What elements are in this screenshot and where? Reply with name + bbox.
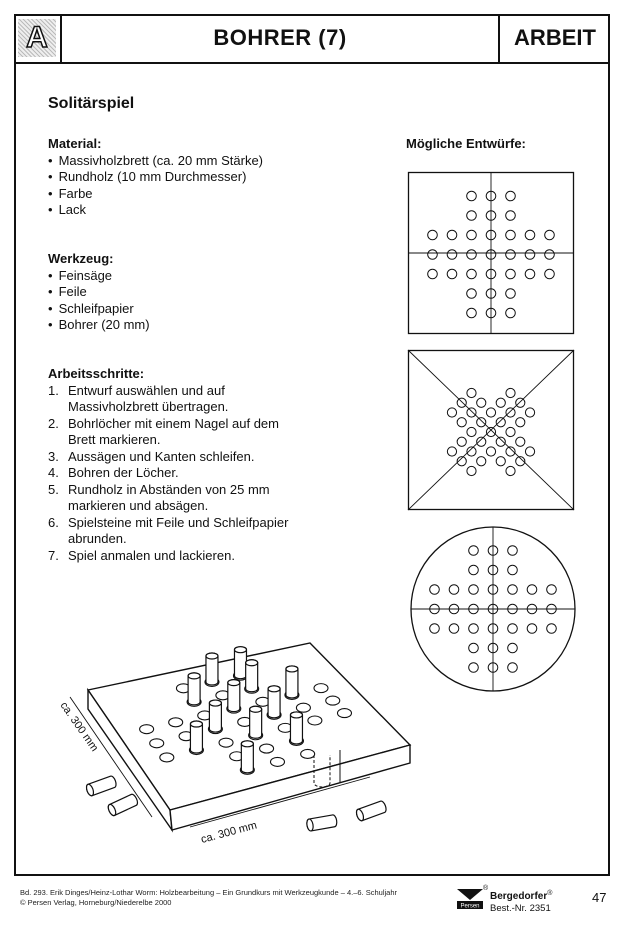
peg — [250, 706, 262, 738]
peg-hole — [506, 308, 516, 318]
peg-hole — [449, 624, 459, 634]
step-number: 3. — [48, 448, 59, 464]
peg-hole — [525, 250, 535, 260]
peg-hole — [469, 565, 479, 575]
dimension-label-left: ca. 300 mm — [57, 699, 101, 754]
werkzeug-item: • Schleifpapier — [48, 301, 150, 318]
step-item — [48, 383, 288, 416]
peg-hole — [467, 388, 476, 397]
board-hole — [150, 739, 164, 748]
peg-hole — [469, 585, 479, 595]
peg-hole — [447, 269, 457, 279]
peg-hole — [508, 546, 518, 556]
section-title: Solitärspiel — [48, 95, 135, 112]
peg-hole — [496, 437, 505, 446]
peg-hole — [508, 624, 518, 634]
werkzeug-heading: Werkzeug: — [48, 251, 114, 266]
peg-hole — [467, 211, 477, 221]
peg-hole — [447, 250, 457, 260]
peg — [234, 647, 246, 679]
peg-hole — [467, 466, 476, 475]
step-number: 4. — [48, 465, 59, 480]
board-hole — [160, 753, 174, 762]
peg-hole — [467, 308, 477, 318]
peg-hole — [525, 269, 535, 279]
peg — [206, 653, 218, 685]
step-number: 2. — [48, 415, 59, 431]
arbeitsschritte-heading: Arbeitsschritte: — [48, 366, 145, 381]
header-badge: A — [18, 19, 56, 57]
step-number: 6. — [48, 514, 59, 530]
step-item — [48, 548, 288, 565]
peg-hole — [506, 408, 515, 417]
material-heading: Material: — [48, 136, 102, 151]
peg-hole — [525, 408, 534, 417]
material-section — [48, 136, 263, 219]
peg-hole — [469, 663, 479, 673]
header-badge-cell — [14, 14, 62, 62]
step-text: Aussägen und Kanten schleifen. — [68, 448, 255, 464]
material-item: • Rundholz (10 mm Durchmesser) — [48, 169, 263, 186]
footer — [20, 888, 397, 908]
step-text: Entwurf auswählen und auf — [68, 382, 225, 398]
peg-hole — [457, 437, 466, 446]
peg-hole — [447, 408, 456, 417]
peg-hole — [545, 250, 555, 260]
category-label: ARBEIT — [498, 14, 610, 62]
peg-hole — [477, 398, 486, 407]
peg-hole — [506, 250, 516, 260]
publisher-logo-text: Persen — [460, 903, 480, 910]
step-text: Spielsteine mit Feile und Schleifpapier — [68, 514, 289, 530]
material-item: • Lack — [48, 202, 263, 219]
peg-hole — [506, 289, 516, 299]
page-number: 47 — [592, 890, 607, 905]
peg-hole — [506, 191, 516, 201]
dimension-label-bottom: ca. 300 mm — [199, 819, 259, 846]
peg-hole — [486, 408, 495, 417]
peg-hole — [508, 643, 518, 653]
loose-peg — [355, 800, 387, 822]
board-hole — [270, 757, 284, 766]
peg-hole — [457, 418, 466, 427]
peg-hole — [467, 408, 476, 417]
step-number: 7. — [48, 547, 59, 563]
step-item — [48, 449, 288, 466]
peg-hole — [457, 398, 466, 407]
peg-hole — [506, 388, 515, 397]
peg — [246, 660, 258, 692]
peg-hole — [547, 585, 557, 595]
page-title: BOHRER (7) — [213, 25, 347, 50]
material-item: • Massivholzbrett (ca. 20 mm Stärke) — [48, 153, 263, 170]
peg-hole — [506, 427, 515, 436]
step-item — [48, 515, 288, 548]
peg-hole — [506, 269, 516, 279]
footer-credits: Bd. 293. Erik Dinges/Heinz-Lothar Worm: Holzbearbeitung – Ein Grundkurs mit Werkzeugkunde – 4.–6. Schuljahr — [20, 888, 397, 897]
header — [14, 14, 610, 64]
peg — [228, 680, 240, 712]
peg-hole — [449, 585, 459, 595]
loose-peg — [306, 814, 338, 831]
publisher-block: Persen Bergedorfer® Best.-Nr. 2351 — [456, 888, 552, 915]
peg — [188, 673, 200, 705]
peg-hole — [467, 191, 477, 201]
peg-hole — [430, 585, 440, 595]
arbeitsschritte-section — [48, 366, 288, 564]
peg-hole — [506, 230, 516, 240]
peg-hole — [545, 269, 555, 279]
peg-hole — [428, 269, 438, 279]
peg-hole — [527, 585, 537, 595]
board-hole — [301, 749, 315, 758]
peg-hole — [547, 624, 557, 634]
peg-hole — [467, 289, 477, 299]
peg-hole — [496, 398, 505, 407]
peg-hole — [486, 427, 495, 436]
peg-hole — [496, 418, 505, 427]
step-number: 5. — [48, 481, 59, 497]
step-number: 1. — [48, 382, 59, 398]
step-item — [48, 482, 288, 515]
werkzeug-section — [48, 251, 150, 334]
board-hole — [296, 703, 310, 712]
order-number: Best.-Nr. 2351 — [490, 903, 551, 915]
peg — [268, 686, 280, 718]
step-item — [48, 416, 288, 449]
step-text-cont: markieren und absägen. — [68, 498, 209, 513]
peg-hole — [467, 230, 477, 240]
designs-heading: Mögliche Entwürfe: — [406, 136, 526, 151]
werkzeug-item: • Bohrer (20 mm) — [48, 317, 150, 334]
step-text-cont: Massivholzbrett übertragen. — [68, 399, 229, 414]
peg-hole — [428, 250, 438, 260]
board-hole — [308, 716, 322, 725]
board-hole — [260, 744, 274, 753]
step-text: Bohrlöcher mit einem Nagel auf dem — [68, 415, 279, 431]
peg — [190, 721, 202, 753]
step-item — [48, 465, 288, 482]
publisher-name: Bergedorfer — [490, 891, 548, 903]
peg-hole — [508, 663, 518, 673]
material-item: • Farbe — [48, 186, 263, 203]
step-text-cont: abrunden. — [68, 531, 127, 546]
peg-hole — [496, 457, 505, 466]
peg-hole — [527, 624, 537, 634]
peg-hole — [516, 398, 525, 407]
peg-hole — [516, 418, 525, 427]
peg-hole — [486, 447, 495, 456]
board-illustration — [40, 605, 440, 855]
peg — [209, 700, 221, 732]
peg-hole — [525, 230, 535, 240]
peg-hole — [506, 211, 516, 221]
board-hole — [326, 696, 340, 705]
peg — [290, 712, 302, 744]
peg-hole — [477, 418, 486, 427]
peg-hole — [447, 230, 457, 240]
peg-hole — [467, 269, 477, 279]
design-square-diagonal — [408, 350, 574, 510]
peg-hole — [525, 447, 534, 456]
peg-hole — [447, 447, 456, 456]
werkzeug-item: • Feinsäge — [48, 268, 150, 285]
board-hole — [337, 709, 351, 718]
peg-hole — [469, 546, 479, 556]
werkzeug-item: • Feile — [48, 284, 150, 301]
peg-hole — [469, 624, 479, 634]
peg-hole — [516, 437, 525, 446]
footer-copyright: © Persen Verlag, Horneburg/Niederelbe 2000 — [20, 898, 172, 907]
loose-peg — [85, 775, 117, 797]
board-hole — [314, 684, 328, 693]
peg-hole — [508, 585, 518, 595]
peg-hole — [467, 427, 476, 436]
publisher-logo — [456, 888, 484, 910]
peg-hole — [477, 437, 486, 446]
peg — [286, 666, 298, 698]
board-hole — [169, 718, 183, 727]
peg-hole — [545, 230, 555, 240]
step-text: Rundholz in Abständen von 25 mm — [68, 481, 270, 497]
board-hole — [140, 725, 154, 734]
peg-hole — [428, 230, 438, 240]
step-text-cont: Brett markieren. — [68, 432, 161, 447]
peg-hole — [467, 250, 477, 260]
board-hole — [219, 738, 233, 747]
step-text: Bohren der Löcher. — [68, 465, 179, 480]
peg — [241, 741, 253, 773]
peg-hole — [508, 565, 518, 575]
step-text: Spiel anmalen und lackieren. — [68, 547, 235, 563]
peg-hole — [477, 457, 486, 466]
peg-hole — [506, 466, 515, 475]
loose-peg — [107, 793, 139, 817]
design-square-cross — [408, 172, 574, 334]
peg-hole — [469, 643, 479, 653]
